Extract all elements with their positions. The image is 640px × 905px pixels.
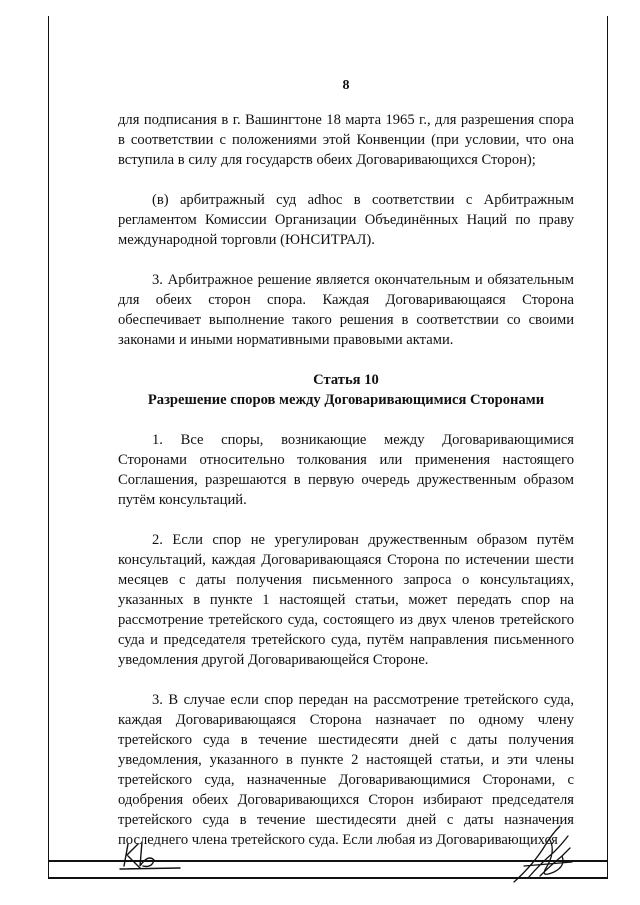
article-title: Разрешение споров между Договаривающимися Сторонами: [147, 392, 545, 408]
paragraph-arbitral-award: 3. Арбитражное решение является окончательным и обязательным для обеих сторон спора. Каждая Договаривающаяся Сторона обеспечивает выполнение такого решения в соответствии со своими законами и иными нормативными правовыми актами.: [118, 272, 574, 348]
page-number: 8: [342, 78, 350, 93]
right-signature: [510, 822, 582, 891]
paragraph-continuation: для подписания в г. Вашингтоне 18 марта 1965 г., для разрешения спора в соответствии с положениями этой Конвенции (при условии, что она вступила в силу для государств обеих Договаривающихся Сторон);: [118, 112, 574, 168]
clause-2: 2. Если спор не урегулирован дружественным образом путём консультаций, каждая Договаривающаяся Сторона по истечении шести месяцев с даты получения письменного запроса о консультациях, указанных в пункте 1 настоящей статьи, может передать спор на рассмотрение третейского суда, состоящего из двух членов третейского суда и председателя третейского суда, путём направления письменного уведомления другой Договаривающейся Стороне.: [118, 532, 574, 668]
clause-3: 3. В случае если спор передан на рассмотрение третейского суда, каждая Договаривающаяся Сторона назначает по одному члену третейского суда в течение шестидесяти дней с даты получения уведомления, указанного в пункте 2 настоящей статьи, и эти члены третейского суда, назначенные Договаривающимися Сторонами, с одобрения обеих Договаривающихся Сторон избирают председателя третейского суда в течение шестидесяти дней с даты назначения последнего члена третейского суда. Если любая из Договаривающихся: [118, 692, 574, 848]
article-heading: Статья 10: [313, 372, 379, 388]
document-body: [118, 76, 574, 850]
clause-1: 1. Все споры, возникающие между Договаривающимися Сторонами относительно толкования или применения настоящего Соглашения, разрешаются в первую очередь дружественным образом путём консультаций.: [118, 432, 574, 508]
left-initials-signature: [118, 838, 184, 877]
paragraph-arbitration-adhoc: (в) арбитражный суд adhoc в соответствии с Арбитражным регламентом Комиссии Организации Объединённых Наций по праву международной торговли (ЮНСИТРАЛ).: [118, 192, 574, 248]
